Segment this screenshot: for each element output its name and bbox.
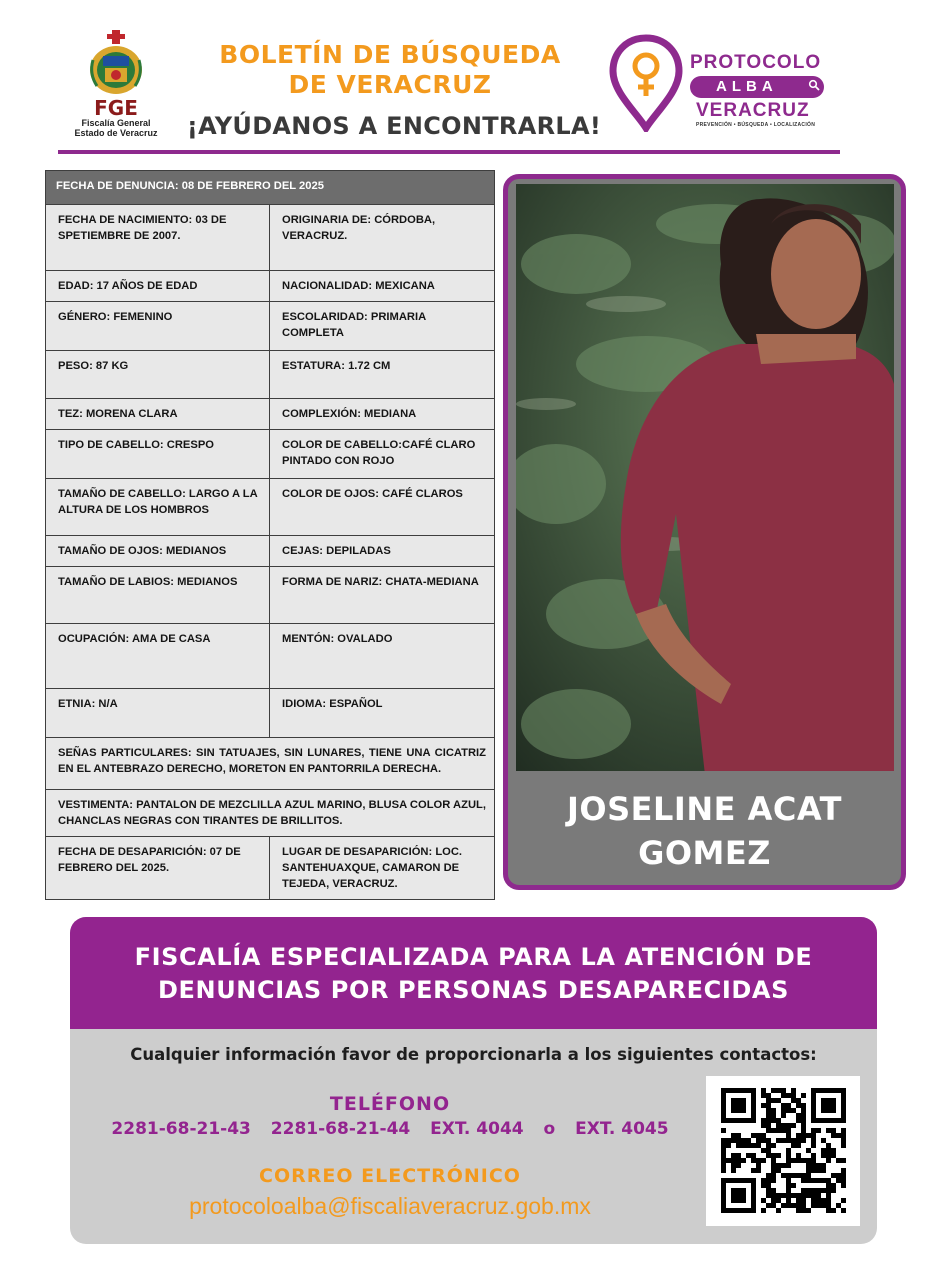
contact-intro: Cualquier información favor de proporcionarla a los siguientes contactos: [130,1045,817,1064]
occupation: OCUPACIÓN: AMA DE CASA [46,624,270,689]
age: EDAD: 17 AÑOS DE EDAD [46,271,270,302]
eye-color: COLOR DE OJOS: CAFÉ CLAROS [270,479,495,536]
distinguishing-marks: SEÑAS PARTICULARES: SIN TATUAJES, SIN LUNARES, TIENE UNA CICATRIZ EN EL ANTEBRAZO DERECHO, MORETON EN PANTORRILA DERECHA. [46,738,495,790]
extension-separator: o [543,1119,556,1139]
photo-panel [503,174,906,890]
origin: ORIGINARIA DE: CÓRDOBA, VERACRUZ. [270,205,495,271]
missing-person-portrait [516,184,894,771]
phone-number-1[interactable]: 2281-68-21-43 [111,1119,251,1139]
eye-size: TAMAÑO DE OJOS: MEDIANOS [46,536,270,567]
lip-size: TAMAÑO DE LABIOS: MEDIANOS [46,567,270,624]
report-date: FECHA DE DENUNCIA: 08 DE FEBRERO DEL 2025 [46,171,495,205]
disappearance-place: LUGAR DE DESAPARICIÓN: LOC. SANTEHUAXQUE, CAMARON DE TEJEDA, VERACRUZ. [270,837,495,900]
qr-code-icon[interactable] [706,1076,860,1226]
bulletin-title-line2: DE VERACRUZ [288,70,492,99]
prosecutor-banner [70,917,877,1029]
fge-subtitle-line1: Fiscalía General [81,118,151,128]
disappearance-date: FECHA DE DESAPARICIÓN: 07 DE FEBRERO DEL 2025. [46,837,270,900]
gender: GÉNERO: FEMENINO [46,302,270,351]
hair-type: TIPO DE CABELLO: CRESPO [46,430,270,479]
eyebrows: CEJAS: DEPILADAS [270,536,495,567]
contact-section [70,917,877,1244]
height: ESTATURA: 1.72 CM [270,351,495,399]
bulletin-title-line1: BOLETÍN DE BÚSQUEDA [219,40,561,69]
bulletin-title [170,40,610,100]
extension-1: EXT. 4044 [430,1119,524,1139]
weight: PESO: 87 KG [46,351,270,399]
missing-person-name [508,773,901,885]
help-find-her-subtitle: ¡AYÚDANOS A ENCONTRARLA! [186,112,602,140]
name-line-2: GOMEZ [638,834,771,872]
alba-pill: ALBA [690,76,824,98]
birth-date: FECHA DE NACIMIENTO: 03 DE SPETIEMBRE DE 2007. [46,205,270,271]
ethnicity: ETNIA: N/A [46,689,270,738]
phone-label: TELÉFONO [329,1093,451,1115]
alba-tagline: PREVENCIÓN • BÚSQUEDA • LOCALIZACIÓN [696,122,816,128]
clothing: VESTIMENTA: PANTALON DE MEZCLILLA AZUL MARINO, BLUSA COLOR AZUL, CHANCLAS NEGRAS CON TIRANTES DE BRILLITOS. [46,790,495,837]
nose-shape: FORMA DE NARIZ: CHATA-MEDIANA [270,567,495,624]
qr-code-graphic [706,1076,860,1226]
email-label: CORREO ELECTRÓNICO [259,1165,521,1187]
person-details-table [45,170,495,900]
phone-numbers [70,1119,710,1139]
fge-logo [66,30,166,142]
language: IDIOMA: ESPAÑOL [270,689,495,738]
name-line-1: JOSELINE ACAT [567,790,842,828]
schooling: ESCOLARIDAD: PRIMARIA COMPLETA [270,302,495,351]
phone-number-2[interactable]: 2281-68-21-44 [270,1119,411,1139]
hair-length: TAMAÑO DE CABELLO: LARGO A LA ALTURA DE LOS HOMBROS [46,479,270,536]
location-pin-female-icon [608,34,684,132]
banner-line-2: DENUNCIAS POR PERSONAS DESAPARECIDAS [158,976,789,1004]
banner-line-1: FISCALÍA ESPECIALIZADA PARA LA ATENCIÓN DE [134,943,813,971]
complexion-tone: TEZ: MORENA CLARA [46,399,270,430]
header-divider [58,150,840,154]
veracruz-coat-of-arms-icon [87,30,145,96]
hair-color: COLOR DE CABELLO:CAFÉ CLARO PINTADO CON ROJO [270,430,495,479]
protocolo-alba-logo [608,34,840,134]
search-icon [808,79,822,93]
email-link[interactable]: protocoloalba@fiscaliaveracruz.gob.mx [189,1193,591,1219]
nationality: NACIONALIDAD: MEXICANA [270,271,495,302]
extension-2: EXT. 4045 [575,1119,669,1139]
fge-subtitle-line2: Estado de Veracruz [74,128,158,138]
alba-word-veracruz: VERACRUZ [696,100,810,121]
fge-abbreviation: FGE [94,96,138,120]
build: COMPLEXIÓN: MEDIANA [270,399,495,430]
missing-person-photo [516,184,894,771]
chin: MENTÓN: OVALADO [270,624,495,689]
alba-word-protocolo: PROTOCOLO [690,52,822,73]
